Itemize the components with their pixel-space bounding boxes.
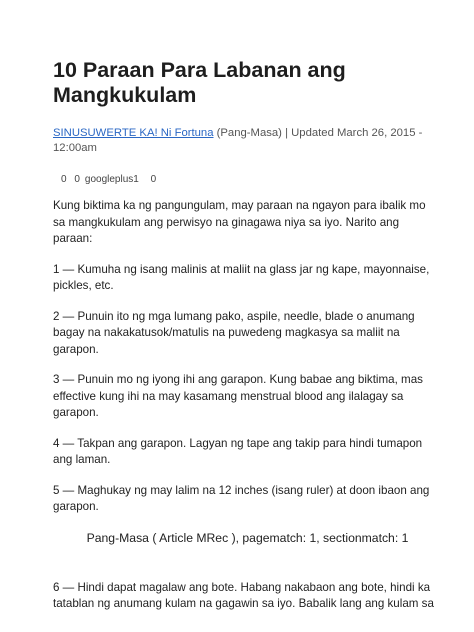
source-date: (Pang-Masa) | Updated March 26, 2015 - 12:00am bbox=[53, 127, 423, 154]
step-3: 3 — Punuin mo ng iyong ihi ang garapon. Kung babae ang biktima, mas effective kung ihi na may kasamang menstrual blood ang ilalagay sa garapon. bbox=[53, 373, 423, 419]
step-4: 4 — Takpan ang garapon. Lagyan ng tape ang takip para hindi tumapon ang laman. bbox=[53, 436, 423, 466]
step-2: 2 — Punuin ito ng mga lumang pako, aspile, needle, blade o anumang bagay na nakakatusok/matulis na puwedeng magkasya sa maliit na garapon. bbox=[53, 309, 415, 356]
step-6: 6 — Hindi dapat magalaw ang bote. Habang nakabaon ang bote, hindi ka tatablan ng anumang kulam na gagawin sa iyo. Babalik lang ang kulam sa bbox=[53, 580, 434, 610]
share-count-a[interactable]: 0 bbox=[61, 174, 67, 185]
share-count-c[interactable]: 0 bbox=[150, 174, 157, 185]
article bbox=[53, 58, 438, 627]
step-1: 1 — Kumuha ng isang malinis at maliit na glass jar ng kape, mayonnaise, pickles, etc. bbox=[53, 262, 430, 292]
article-title: 10 Paraan Para Labanan ang Mangkukulam bbox=[53, 58, 346, 107]
author-link[interactable]: SINUSUWERTE KA! Ni Fortuna bbox=[53, 127, 214, 139]
social-counts bbox=[61, 174, 438, 186]
byline bbox=[53, 126, 438, 156]
ad-placeholder-text: Pang-Masa ( Article MRec ), pagematch: 1, sectionmatch: 1 bbox=[86, 530, 409, 545]
googleplus-label[interactable]: googleplus1 bbox=[84, 174, 139, 185]
share-count-b[interactable]: 0 bbox=[74, 174, 80, 185]
intro-paragraph: Kung biktima ka ng pangungulam, may paraan na ngayon para ibalik mo sa mangkukulam ang perwisyo na ginagawa niya sa iyo. Narito ang paraan: bbox=[53, 199, 426, 245]
step-5: 5 — Maghukay ng may lalim na 12 inches (isang ruler) at doon ibaon ang garapon. bbox=[53, 483, 430, 513]
